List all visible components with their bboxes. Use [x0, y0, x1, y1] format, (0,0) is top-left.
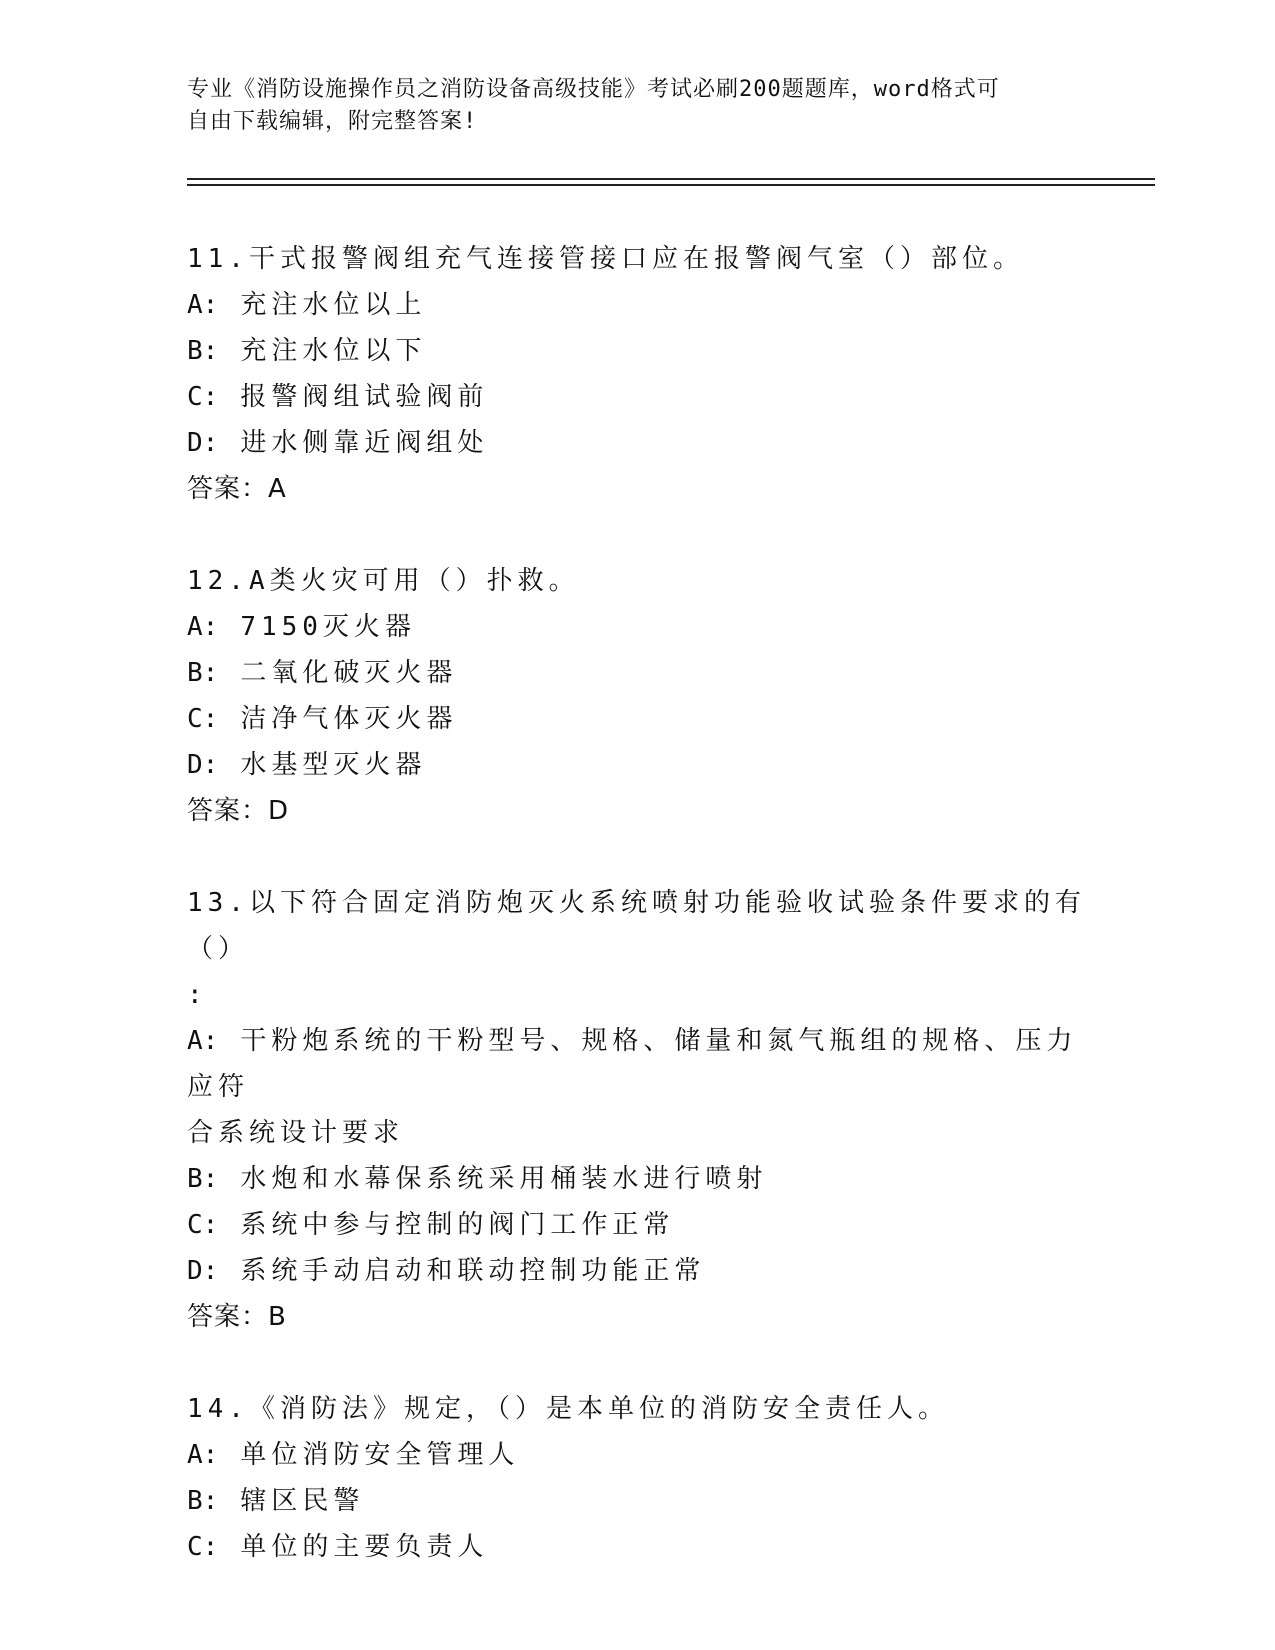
option-text: 7150灭火器	[240, 612, 416, 642]
option-key: B:	[187, 1164, 219, 1194]
question-title: 12.A类火灾可用（）扑救。	[187, 566, 580, 596]
question-11	[187, 236, 1087, 512]
option-text: 充注水位以下	[240, 336, 427, 366]
answer-line: 答案：A	[187, 474, 287, 504]
question-title: 13.以下符合固定消防炮灭火系统喷射功能验收试验条件要求的有（）	[187, 888, 1086, 964]
option-b	[187, 650, 1087, 696]
question-14	[187, 1386, 1087, 1570]
option-text: 洁净气体灭火器	[240, 704, 458, 734]
answer-line: 答案：D	[187, 796, 290, 826]
option-text: 干粉炮系统的干粉型号、规格、储量和氮气瓶组的规格、压力应符	[187, 1026, 1078, 1102]
option-c	[187, 1202, 1087, 1248]
option-key: B:	[187, 658, 219, 688]
option-c	[187, 374, 1087, 420]
option-d	[187, 1248, 1087, 1294]
option-a	[187, 282, 1087, 328]
option-a	[187, 604, 1087, 650]
option-key: D:	[187, 1256, 219, 1286]
option-c	[187, 696, 1087, 742]
question-list	[187, 236, 1087, 1616]
option-text: 水基型灭火器	[240, 750, 427, 780]
option-key: B:	[187, 336, 219, 366]
header-line-2: 自由下载编辑，附完整答案!	[187, 109, 478, 134]
option-text: 充注水位以上	[240, 290, 427, 320]
header-divider-bottom	[187, 184, 1155, 186]
option-text: 单位的主要负责人	[240, 1532, 489, 1562]
option-c	[187, 1524, 1087, 1570]
question-title: 11.干式报警阀组充气连接管接口应在报警阀气室（）部位。	[187, 244, 1024, 274]
option-key: D:	[187, 428, 219, 458]
option-b	[187, 1478, 1087, 1524]
header-divider-top	[187, 178, 1155, 180]
option-text: 系统中参与控制的阀门工作正常	[240, 1210, 675, 1240]
question-13	[187, 880, 1087, 1340]
answer-line: 答案：B	[187, 1302, 287, 1332]
option-key: A:	[187, 612, 219, 642]
option-d	[187, 420, 1087, 466]
option-key: C:	[187, 382, 219, 412]
question-title: 14.《消防法》规定，（）是本单位的消防安全责任人。	[187, 1394, 949, 1424]
option-d	[187, 742, 1087, 788]
option-text: 单位消防安全管理人	[240, 1440, 520, 1470]
option-key: C:	[187, 1532, 219, 1562]
option-key: B:	[187, 1486, 219, 1516]
option-text: 进水侧靠近阀组处	[240, 428, 489, 458]
option-a	[187, 1018, 1087, 1110]
option-text: 二氧化破灭火器	[240, 658, 458, 688]
option-key: A:	[187, 290, 219, 320]
option-text: 报警阀组试验阀前	[240, 382, 489, 412]
option-key: A:	[187, 1440, 219, 1470]
question-12	[187, 558, 1087, 834]
option-b	[187, 1156, 1087, 1202]
option-text: 系统手动启动和联动控制功能正常	[240, 1256, 706, 1286]
option-key: A:	[187, 1026, 219, 1056]
option-key: C:	[187, 1210, 219, 1240]
option-a-continuation: 合系统设计要求	[187, 1118, 405, 1148]
question-title-continuation: :	[187, 980, 208, 1010]
option-key: C:	[187, 704, 219, 734]
document-header	[187, 74, 1067, 138]
option-b	[187, 328, 1087, 374]
option-key: D:	[187, 750, 219, 780]
option-text: 辖区民警	[240, 1486, 365, 1516]
header-line-1: 专业《消防设施操作员之消防设备高级技能》考试必刷200题题库，word格式可	[187, 77, 1000, 102]
option-a	[187, 1432, 1087, 1478]
option-text: 水炮和水幕保系统采用桶装水进行喷射	[240, 1164, 768, 1194]
